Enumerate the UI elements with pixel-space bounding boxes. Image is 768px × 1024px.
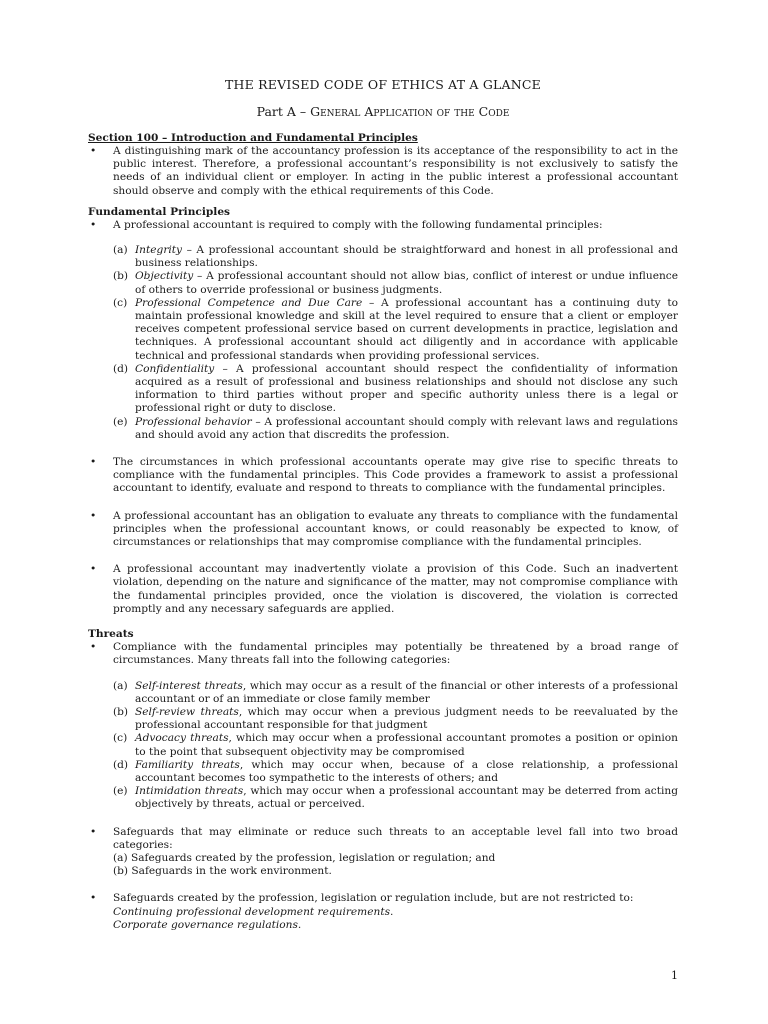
profession-safeguard-item: Corporate governance regulations. — [113, 918, 302, 931]
safeguards-paragraph — [88, 826, 678, 852]
list-marker: (e) — [113, 785, 128, 798]
list-item — [113, 416, 678, 442]
threat-term: Advocacy threats — [135, 732, 229, 745]
fundamental-intro-paragraph — [88, 219, 678, 232]
threat-term: Self-interest threats — [135, 679, 243, 692]
list-item — [113, 759, 678, 785]
list-marker: (c) — [113, 296, 128, 309]
part-heading — [88, 104, 678, 120]
list-item — [113, 680, 678, 706]
list-item — [113, 732, 678, 758]
threat-term: Familiarity threats — [135, 758, 240, 771]
threat-term: Self-review threats — [135, 705, 239, 718]
circumstances-paragraph — [88, 456, 678, 496]
threats-heading: Threats — [88, 628, 134, 641]
bullet-icon: • — [90, 509, 97, 522]
part-title: General Application of the Code — [310, 104, 510, 119]
principle-term: Integrity — [135, 244, 183, 257]
list-marker: (d) — [113, 362, 129, 375]
bullet-icon: • — [90, 456, 97, 469]
circumstances-text: The circumstances in which professional accountants operate may give rise to specific threats to compliance with the fundamental principles. This Code provides a framework to assist a professional accountant to identify, evaluate and respond to threats to compliance with the fundamental principles. — [113, 456, 678, 495]
threat-text: , which may occur when a professional accountant promotes a position or opinion to the point that subsequent objectivity may be compromised — [135, 732, 678, 758]
list-item — [113, 244, 678, 270]
list-marker: (d) — [113, 758, 129, 771]
threats-list — [88, 680, 678, 812]
principle-text: – A professional accountant should not allow bias, conflict of interest or undue influence of others to override professional or business judgments. — [135, 270, 678, 296]
principle-term: Confidentiality — [135, 362, 215, 375]
list-item — [113, 785, 678, 811]
violation-text: A professional accountant may inadvertently violate a provision of this Code. Such an inadvertent violation, depending on the nature and significance of the matter, may not compromise compliance with the fundamental principles provided, once the violation is discovered, the violation is corrected promptly and any necessary safeguards are applied. — [113, 563, 678, 615]
threat-text: , which may occur as a result of the financial or other interests of a professional accountant or of an immediate or close family member — [135, 679, 679, 705]
principle-text: – A professional accountant should be straightforward and honest in all professional and business relationships. — [135, 244, 678, 270]
list-marker: (a) — [113, 244, 128, 257]
principle-term: Objectivity — [135, 270, 194, 283]
threat-text: , which may occur when a professional accountant may be deterred from acting objectively by threats, actual or perceived. — [135, 785, 678, 811]
intro-text: A distinguishing mark of the accountancy profession is its acceptance of the responsibility to act in the public interest. Therefore, a professional accountant’s responsibility is not exclusively to satisfy the needs of an individual client or employer. In acting in the public interest a professional accountant should observe and comply with the ethical requirements of this Code. — [113, 145, 678, 197]
list-marker: (b) — [113, 270, 129, 283]
principle-term: Professional Competence and Due Care — [135, 296, 363, 309]
bullet-icon: • — [90, 218, 97, 231]
safeguards-intro-text: Safeguards that may eliminate or reduce such threats to an acceptable level fall into two broad categories: — [113, 825, 678, 851]
principle-text: – A professional accountant has a continuing duty to maintain professional knowledge and skill at the level required to ensure that a client or employer receives competent professional service based on current developments in practice, legislation and techniques. A professional accountant should act diligently and in accordance with applicable technical and professional standards when providing professional services. — [135, 296, 678, 362]
threat-term: Intimidation threats — [135, 785, 244, 798]
fundamental-principles-heading: Fundamental Principles — [88, 205, 231, 218]
list-item — [113, 706, 678, 732]
principle-term: Professional behavior — [135, 415, 252, 428]
obligation-text: A professional accountant has an obligation to evaluate any threats to compliance with the fundamental principles when the professional accountant knows, or could reasonably be expected to know, of circumstances or relationships that may compromise compliance with the fundamental principles. — [113, 509, 678, 549]
bullet-icon: • — [90, 641, 97, 654]
threats-intro-text: Compliance with the fundamental principles may potentially be threatened by a broad range of circumstances. Many threats fall into the following categories: — [113, 641, 678, 667]
list-marker: (e) — [113, 415, 128, 428]
principle-text: – A professional accountant should respect the confidentiality of information acquired as a result of professional and business relationships and should not disclose any such information to third parties without proper and specific authority unless there is a legal or professional right or duty to disclose. — [135, 362, 678, 415]
principles-list — [88, 244, 678, 442]
threats-intro-paragraph — [88, 641, 678, 667]
part-prefix: Part A – — [256, 104, 311, 119]
violation-paragraph — [88, 563, 678, 616]
profession-safeguard-item: Continuing professional development requirements. — [113, 905, 394, 918]
threat-text: , which may occur when, because of a close relationship, a professional accountant becomes too sympathetic to the interests of others; and — [135, 758, 678, 784]
list-item — [113, 297, 678, 363]
section-heading: Section 100 – Introduction and Fundamental Principles — [88, 132, 418, 144]
document-title: THE REVISED CODE OF ETHICS AT A GLANCE — [225, 77, 541, 92]
list-item — [113, 363, 678, 416]
threat-text: , which may occur when a previous judgment needs to be reevaluated by the professional accountant responsible for that judgment — [135, 705, 679, 732]
list-marker: (c) — [113, 732, 128, 745]
obligation-paragraph — [88, 510, 678, 550]
bullet-icon: • — [90, 892, 97, 905]
safeguard-category-a: (a) Safeguards created by the profession, legislation or regulation; and — [113, 851, 496, 864]
profession-safeguards-paragraph — [88, 892, 678, 905]
list-marker: (b) — [113, 705, 129, 718]
page-number: 1 — [671, 969, 678, 982]
bullet-icon: • — [90, 563, 97, 576]
fundamental-intro-text: A professional accountant is required to comply with the following fundamental principles: — [113, 218, 603, 231]
intro-paragraph — [88, 145, 678, 198]
profession-safeguards-text: Safeguards created by the profession, legislation or regulation include, but are not restricted to: — [113, 892, 634, 905]
principle-text: – A professional accountant should comply with relevant laws and regulations and should avoid any action that discredits the profession. — [135, 415, 678, 441]
list-item — [113, 270, 678, 296]
bullet-icon: • — [90, 145, 97, 157]
bullet-icon: • — [90, 825, 97, 838]
safeguard-category-b: (b) Safeguards in the work environment. — [113, 865, 332, 878]
list-marker: (a) — [113, 679, 128, 692]
